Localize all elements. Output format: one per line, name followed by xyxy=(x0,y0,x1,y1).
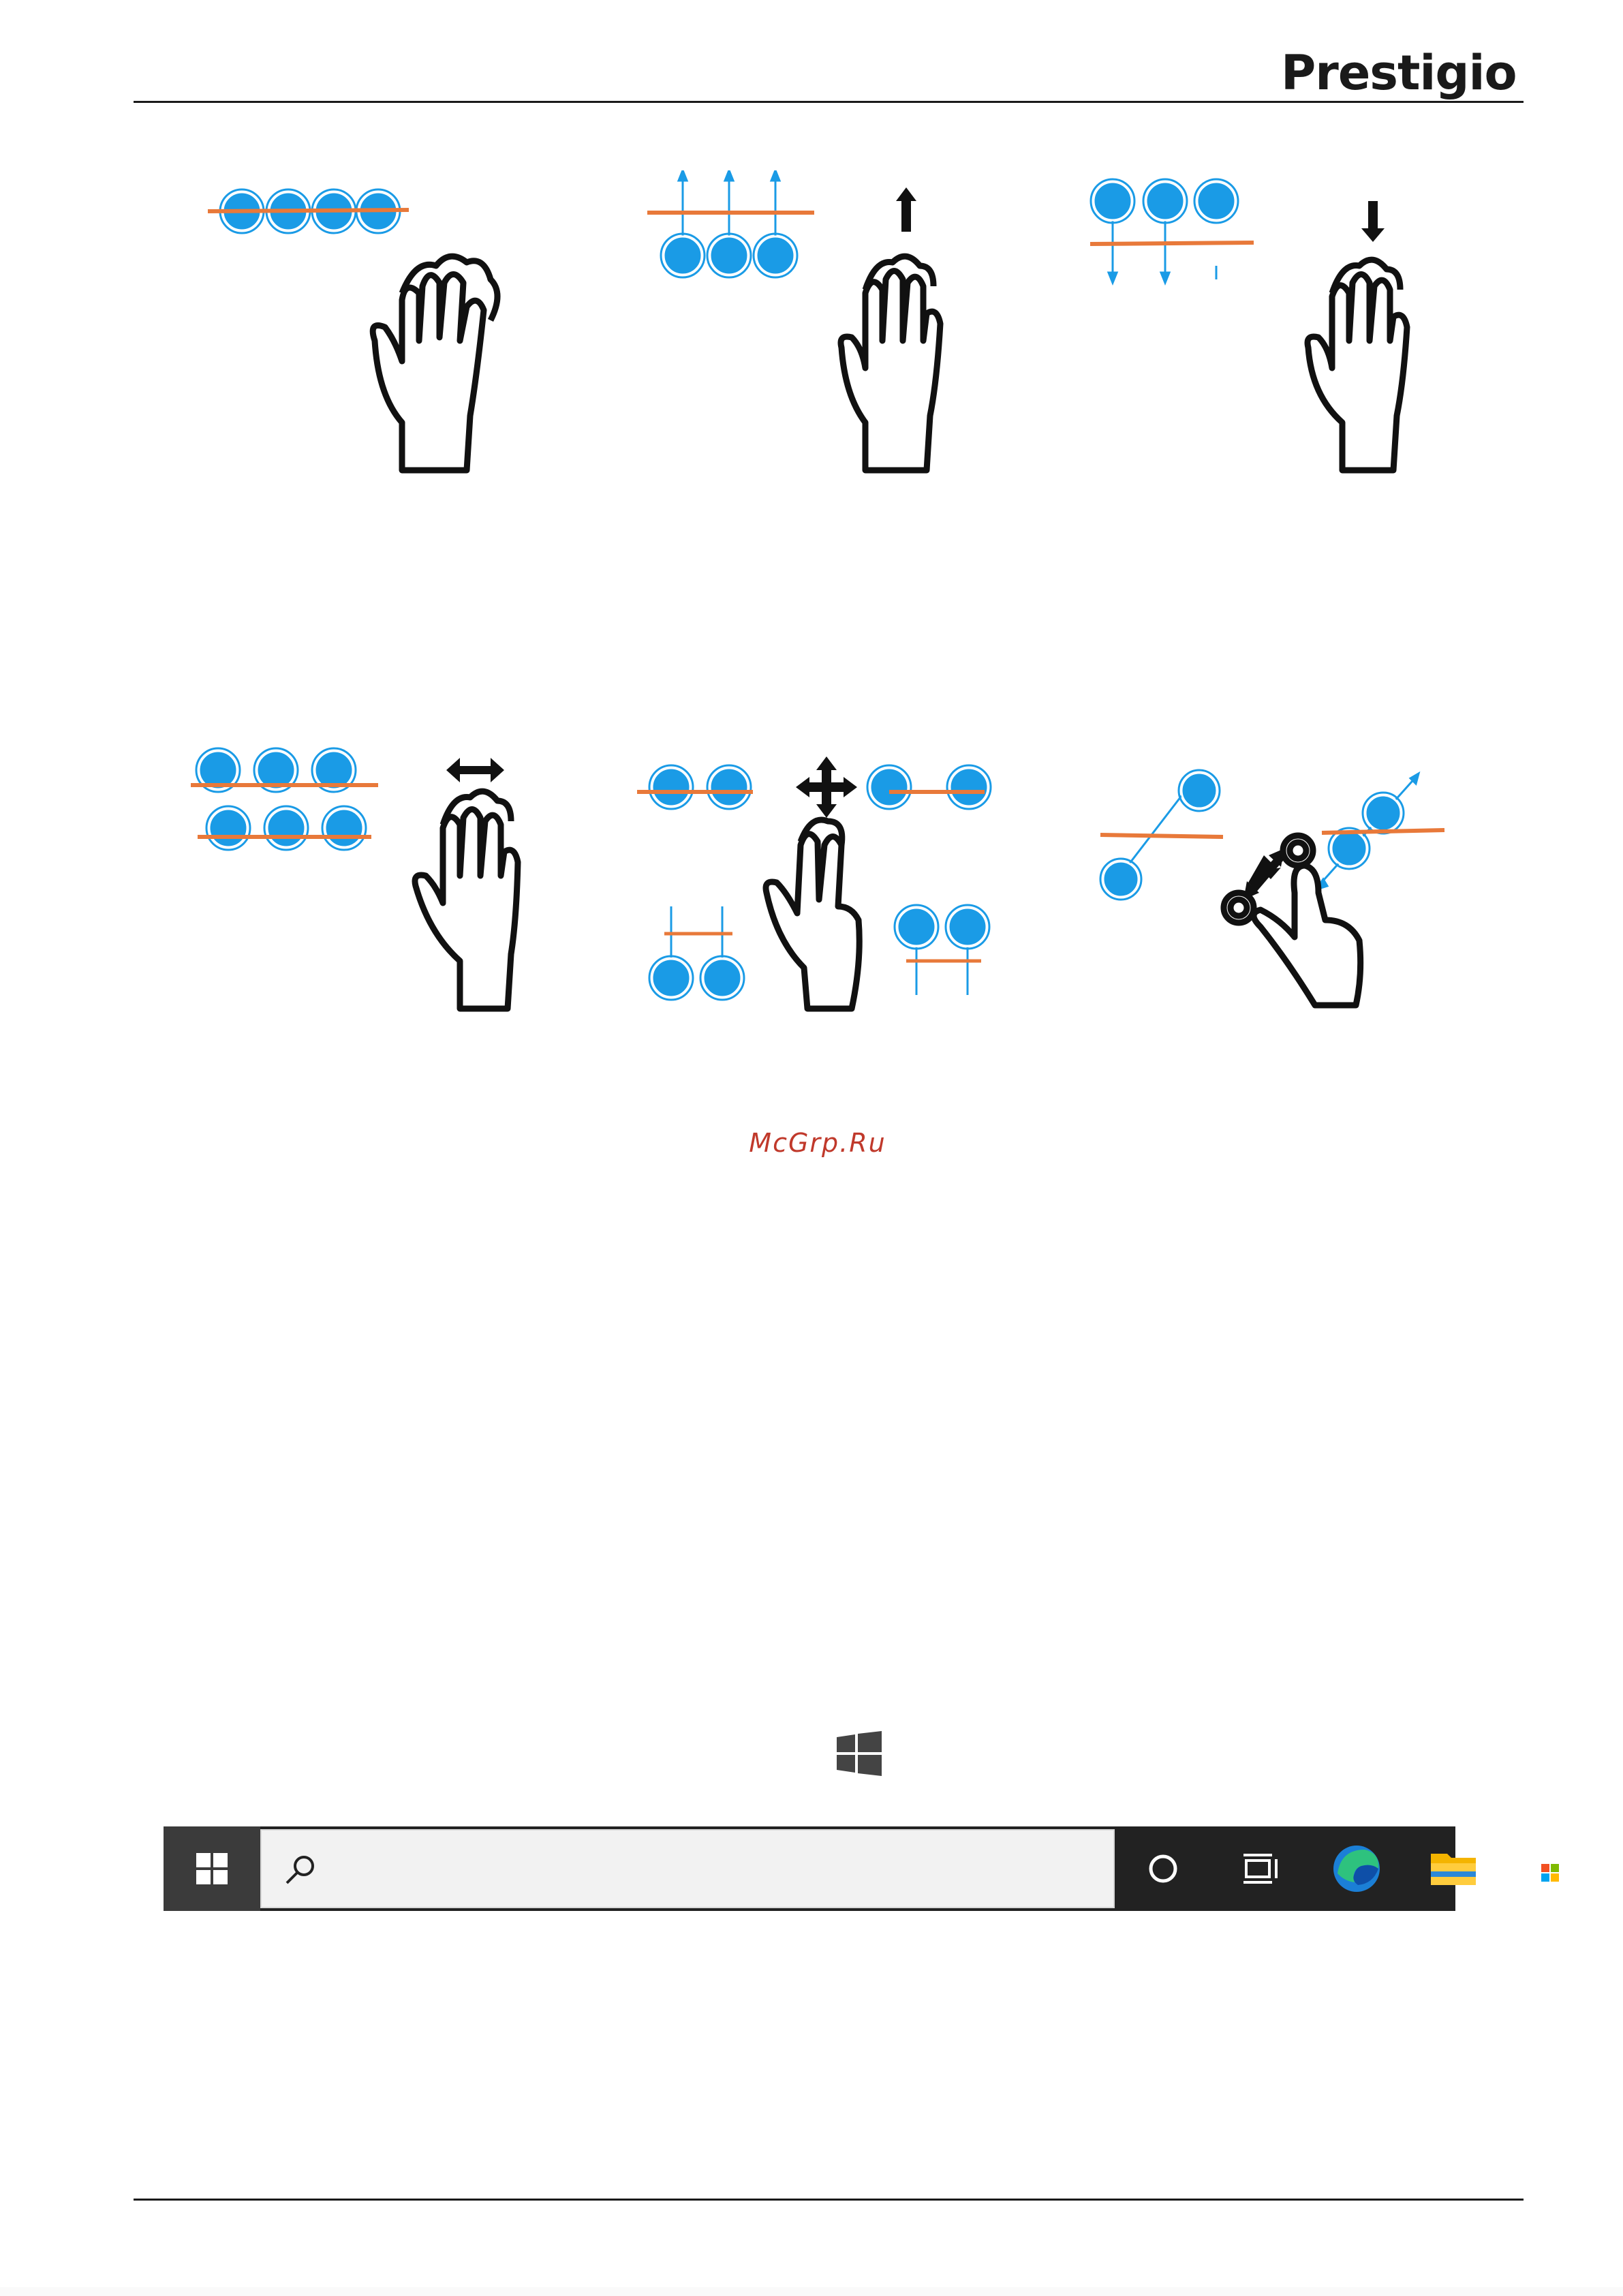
touch-points xyxy=(191,748,378,850)
hand-icon xyxy=(766,820,859,1009)
search-input[interactable] xyxy=(260,1829,1115,1908)
hand-icon xyxy=(415,791,518,1009)
windows-start-icon xyxy=(196,1853,228,1884)
task-view-icon xyxy=(1241,1852,1279,1885)
store-button[interactable] xyxy=(1502,1826,1598,1911)
gesture-three-finger-swipe-horizontal xyxy=(191,743,559,1022)
gesture-four-finger-tap xyxy=(198,170,552,477)
touch-points xyxy=(208,189,409,233)
cortana-icon xyxy=(1147,1852,1179,1885)
page-bottom-edge xyxy=(0,2287,1623,2296)
arrow-down-icon xyxy=(1361,201,1385,242)
footer-divider xyxy=(134,2199,1524,2201)
task-view-button[interactable] xyxy=(1211,1826,1308,1911)
start-button[interactable] xyxy=(164,1826,260,1911)
hand-icon xyxy=(373,256,497,470)
windows-taskbar xyxy=(164,1826,1455,1911)
store-icon xyxy=(1526,1845,1574,1893)
windows-logo-icon xyxy=(837,1731,882,1776)
hand-icon xyxy=(1308,260,1407,470)
touch-points xyxy=(647,170,814,277)
touch-points xyxy=(1090,179,1254,283)
touch-points xyxy=(1100,770,1444,900)
arrow-four-way-icon xyxy=(796,756,857,818)
gesture-three-finger-swipe-up xyxy=(647,170,988,477)
gesture-two-finger-scroll xyxy=(634,743,1002,1022)
search-icon xyxy=(283,1854,316,1886)
gesture-three-finger-swipe-down xyxy=(1083,170,1451,477)
cortana-button[interactable] xyxy=(1115,1826,1211,1911)
brand-logo: Prestigio xyxy=(1281,45,1517,101)
edge-button[interactable] xyxy=(1308,1826,1405,1911)
edge-icon xyxy=(1331,1843,1382,1895)
arrow-up-icon xyxy=(896,187,916,232)
gesture-two-finger-zoom xyxy=(1090,756,1458,1029)
arrow-left-right-icon xyxy=(446,758,504,782)
header-divider xyxy=(134,101,1524,103)
watermark-text: McGrp.Ru xyxy=(749,1128,886,1158)
file-explorer-button[interactable] xyxy=(1405,1826,1502,1911)
arrow-diagonal-icon xyxy=(1243,848,1284,900)
file-explorer-icon xyxy=(1429,1850,1477,1888)
hand-icon xyxy=(841,256,940,470)
